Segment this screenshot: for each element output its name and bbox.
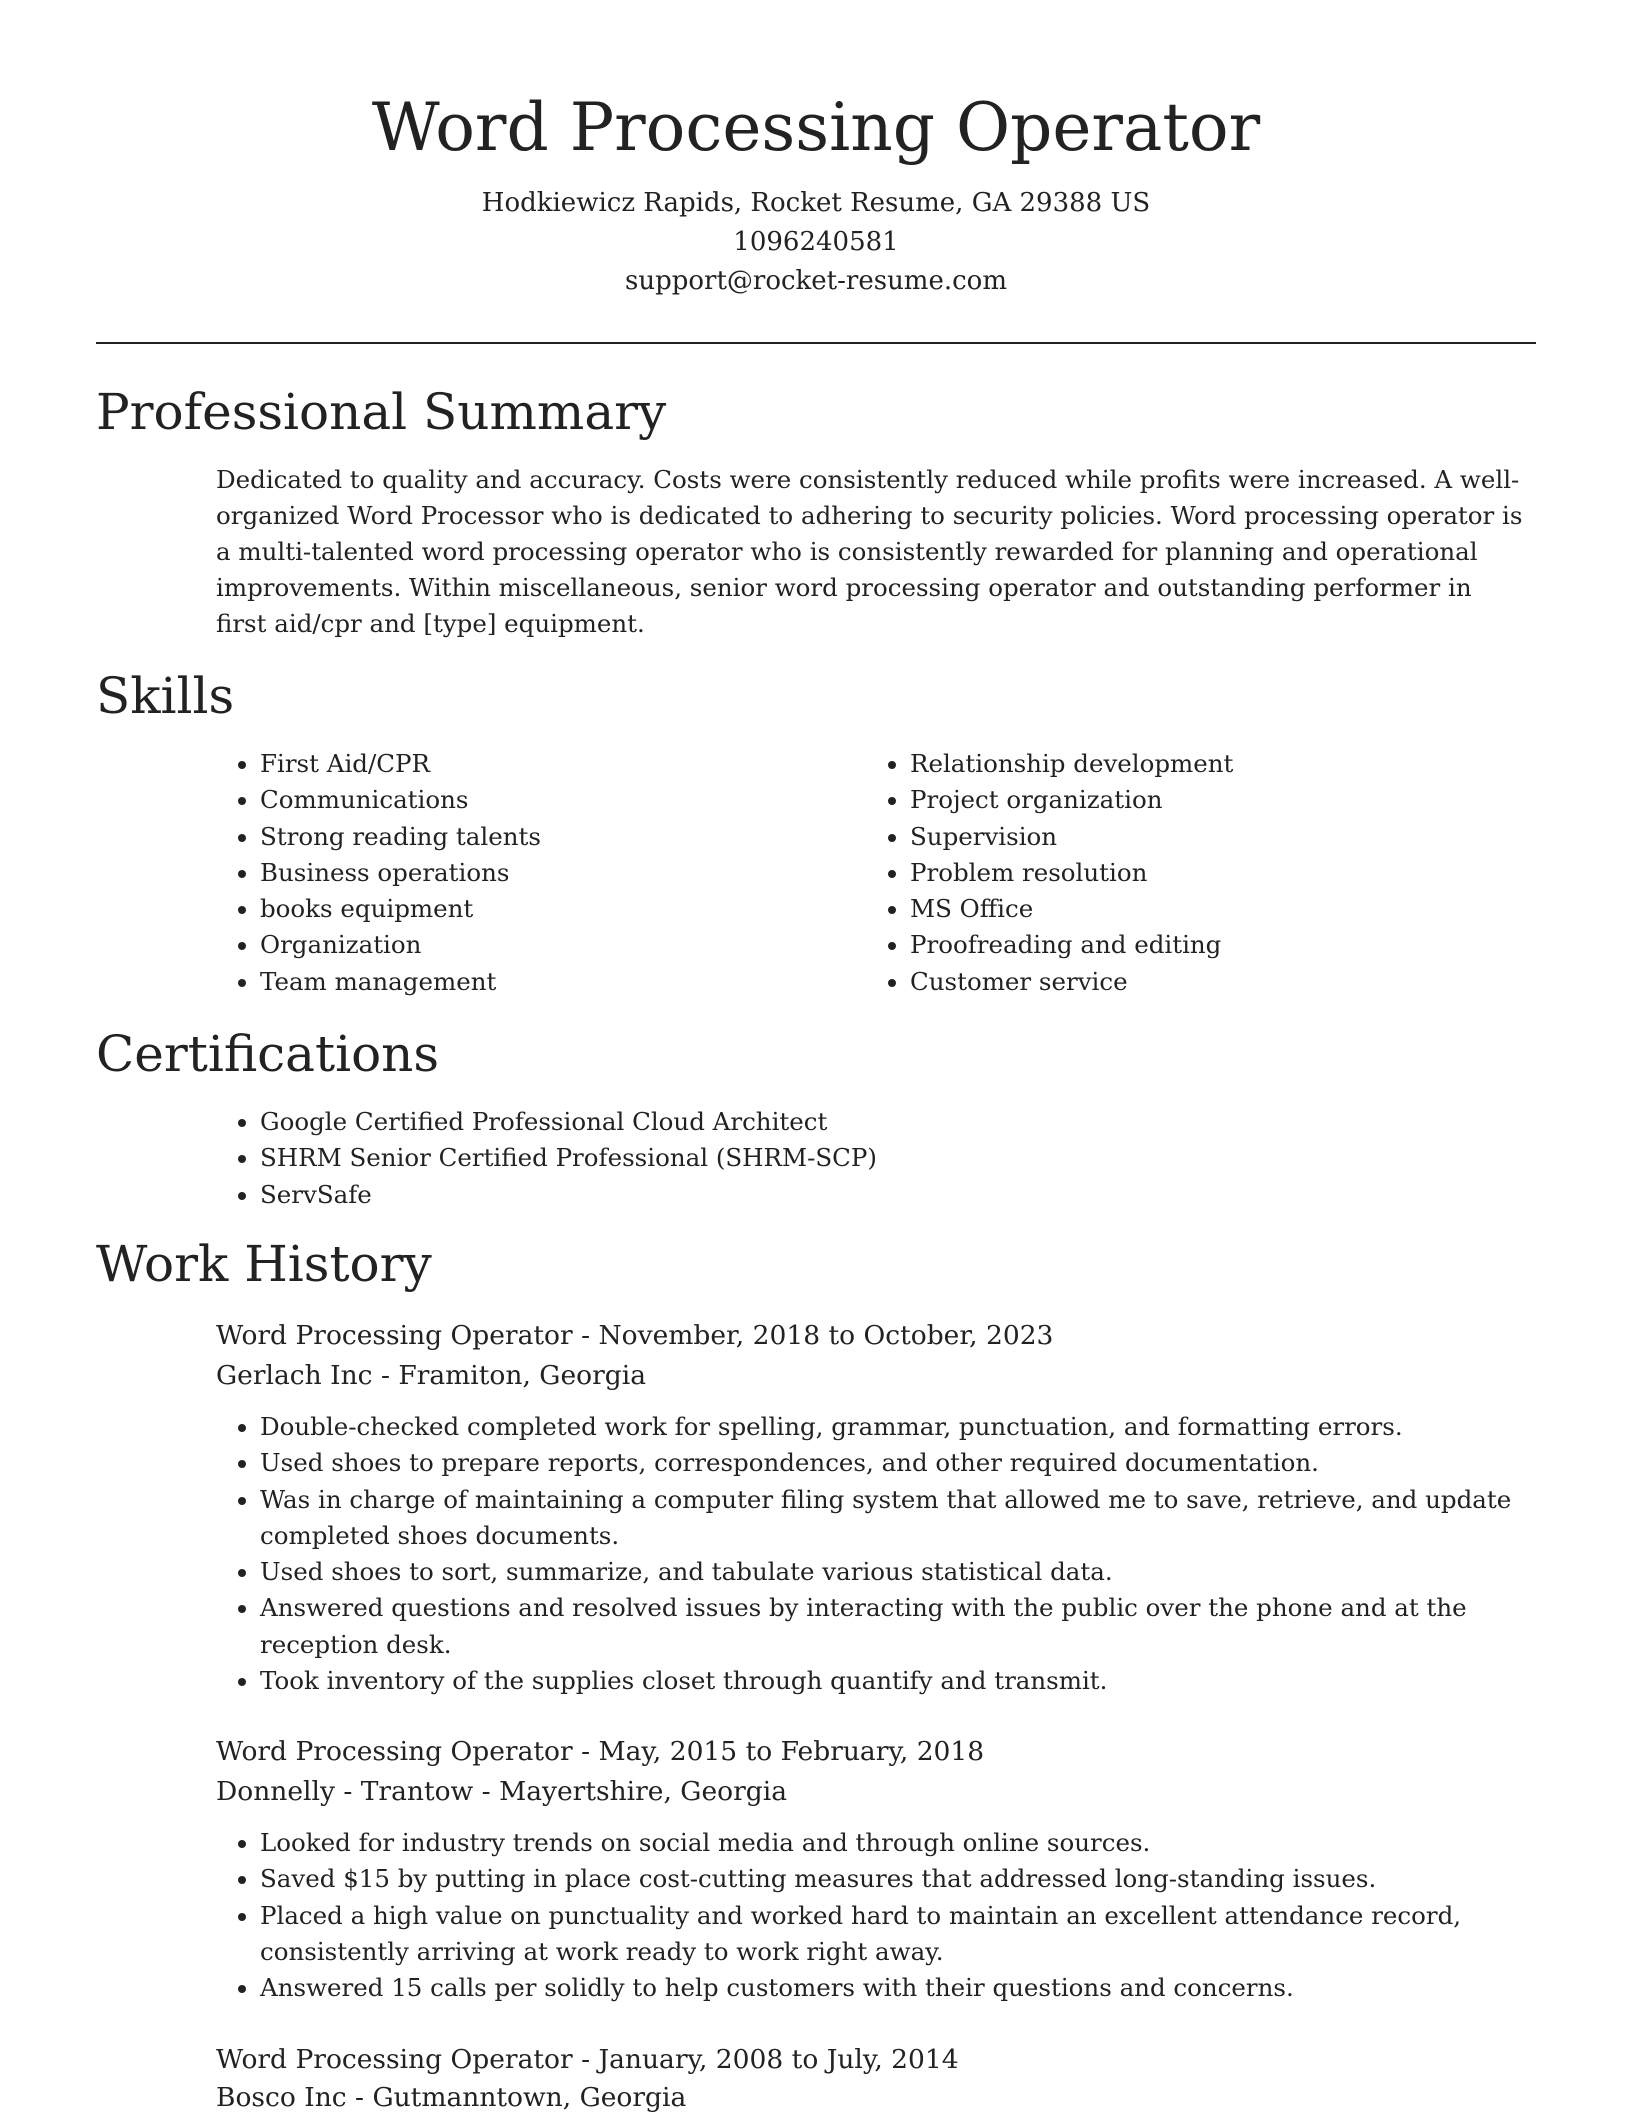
resume-header xyxy=(96,84,1536,301)
job-title-line: Word Processing Operator - May, 2015 to February, 2018 xyxy=(216,1736,985,1767)
skill-item: • Organization xyxy=(260,927,856,963)
certifications-list xyxy=(216,1104,1526,1213)
certification-item: • Google Certified Professional Cloud Architect xyxy=(260,1104,1526,1140)
skills-column-right xyxy=(866,746,1526,1000)
duty-item: • Answered questions and resolved issues by interacting with the public over the phone and at the reception desk. xyxy=(260,1590,1526,1663)
contact-info xyxy=(96,184,1536,301)
summary-text: Dedicated to quality and accuracy. Costs were consistently reduced while profits were increased. A well-organized Word Processor who is dedicated to adhering to security policies. Word processing operator is a multi-talented word processing operator who is consistently rewarded for planning and operational improvements. Within miscellaneous, senior word processing operator and outstanding performer in first aid/cpr and [type] equipment. xyxy=(216,465,1523,638)
job-title: Word Processing Operator xyxy=(216,2044,573,2075)
skill-item: • Project organization xyxy=(910,782,1526,818)
phone: 1096240581 xyxy=(733,227,899,257)
skill-item: • books equipment xyxy=(260,891,856,927)
job-dates: November, 2018 to October, 2023 xyxy=(598,1320,1054,1351)
certifications-heading: Certifications xyxy=(96,1025,440,1083)
skill-item: • Business operations xyxy=(260,855,856,891)
job-location: Gutmanntown, Georgia xyxy=(372,2082,687,2113)
duty-item: • Double-checked completed work for spelling, grammar, punctuation, and formatting errors. xyxy=(260,1409,1526,1445)
duty-item: • Saved $15 by putting in place cost-cutting measures that addressed long-standing issues. xyxy=(260,1861,1526,1897)
job-title: Word Processing Operator xyxy=(216,1736,573,1767)
duty-item: • Used shoes to prepare reports, correspondences, and other required documentation. xyxy=(260,1445,1526,1481)
job-dates: May, 2015 to February, 2018 xyxy=(598,1736,985,1767)
job-company: Bosco Inc xyxy=(216,2082,347,2113)
candidate-name: Word Processing Operator xyxy=(371,89,1261,166)
email: support@rocket-resume.com xyxy=(624,266,1007,296)
job-duties xyxy=(216,1409,1526,1699)
certification-item: • SHRM Senior Certified Professional (SHRM-SCP) xyxy=(260,1140,1526,1176)
duty-item: • Was in charge of maintaining a computer filing system that allowed me to save, retrieve, and update completed shoes documents. xyxy=(260,1482,1526,1555)
duty-item: • Answered 15 calls per solidly to help customers with their questions and concerns. xyxy=(260,1970,1526,2006)
skills-list-left xyxy=(216,746,856,1000)
duty-item: • Used shoes to sort, summarize, and tabulate various statistical data. xyxy=(260,1554,1526,1590)
duty-item: • Placed a high value on punctuality and worked hard to maintain an excellent attendance record, consistently arriving at work ready to work right away. xyxy=(260,1898,1526,1971)
skill-item: • Relationship development xyxy=(910,746,1526,782)
job-duties xyxy=(216,1825,1526,2006)
summary-heading: Professional Summary xyxy=(96,383,667,441)
skill-item: • Proofreading and editing xyxy=(910,927,1526,963)
job-company: Donnelly - Trantow xyxy=(216,1776,474,1807)
job-company-line: Bosco Inc - Gutmanntown, Georgia xyxy=(216,2082,687,2113)
header-divider xyxy=(96,342,1536,344)
job-dates: January, 2008 to July, 2014 xyxy=(598,2044,959,2075)
job-company: Gerlach Inc xyxy=(216,1360,373,1391)
address: Hodkiewicz Rapids, Rocket Resume, GA 29388 US xyxy=(481,188,1151,218)
work-history-heading: Work History xyxy=(96,1235,432,1293)
skill-item: • First Aid/CPR xyxy=(260,746,856,782)
duty-item: • Looked for industry trends on social media and through online sources. xyxy=(260,1825,1526,1861)
skills-list-right xyxy=(866,746,1526,1000)
skill-item: • Problem resolution xyxy=(910,855,1526,891)
skill-item: • Strong reading talents xyxy=(260,819,856,855)
job-location: Framiton, Georgia xyxy=(398,1360,647,1391)
skills-heading: Skills xyxy=(96,667,235,725)
job-location: Mayertshire, Georgia xyxy=(499,1776,788,1807)
job-title-line: Word Processing Operator - January, 2008 to July, 2014 xyxy=(216,2044,959,2075)
job-company-line: Gerlach Inc - Framiton, Georgia xyxy=(216,1360,647,1391)
skill-item: • Team management xyxy=(260,964,856,1000)
skill-item: • Communications xyxy=(260,782,856,818)
certification-item: • ServSafe xyxy=(260,1177,1526,1213)
skill-item: • Customer service xyxy=(910,964,1526,1000)
job-company-line: Donnelly - Trantow - Mayertshire, Georgia xyxy=(216,1776,788,1807)
job-title-line: Word Processing Operator - November, 2018 to October, 2023 xyxy=(216,1320,1054,1351)
job-title: Word Processing Operator xyxy=(216,1320,573,1351)
skill-item: • Supervision xyxy=(910,819,1526,855)
skills-column-left xyxy=(216,746,856,1000)
duty-item: • Took inventory of the supplies closet through quantify and transmit. xyxy=(260,1663,1526,1699)
skill-item: • MS Office xyxy=(910,891,1526,927)
